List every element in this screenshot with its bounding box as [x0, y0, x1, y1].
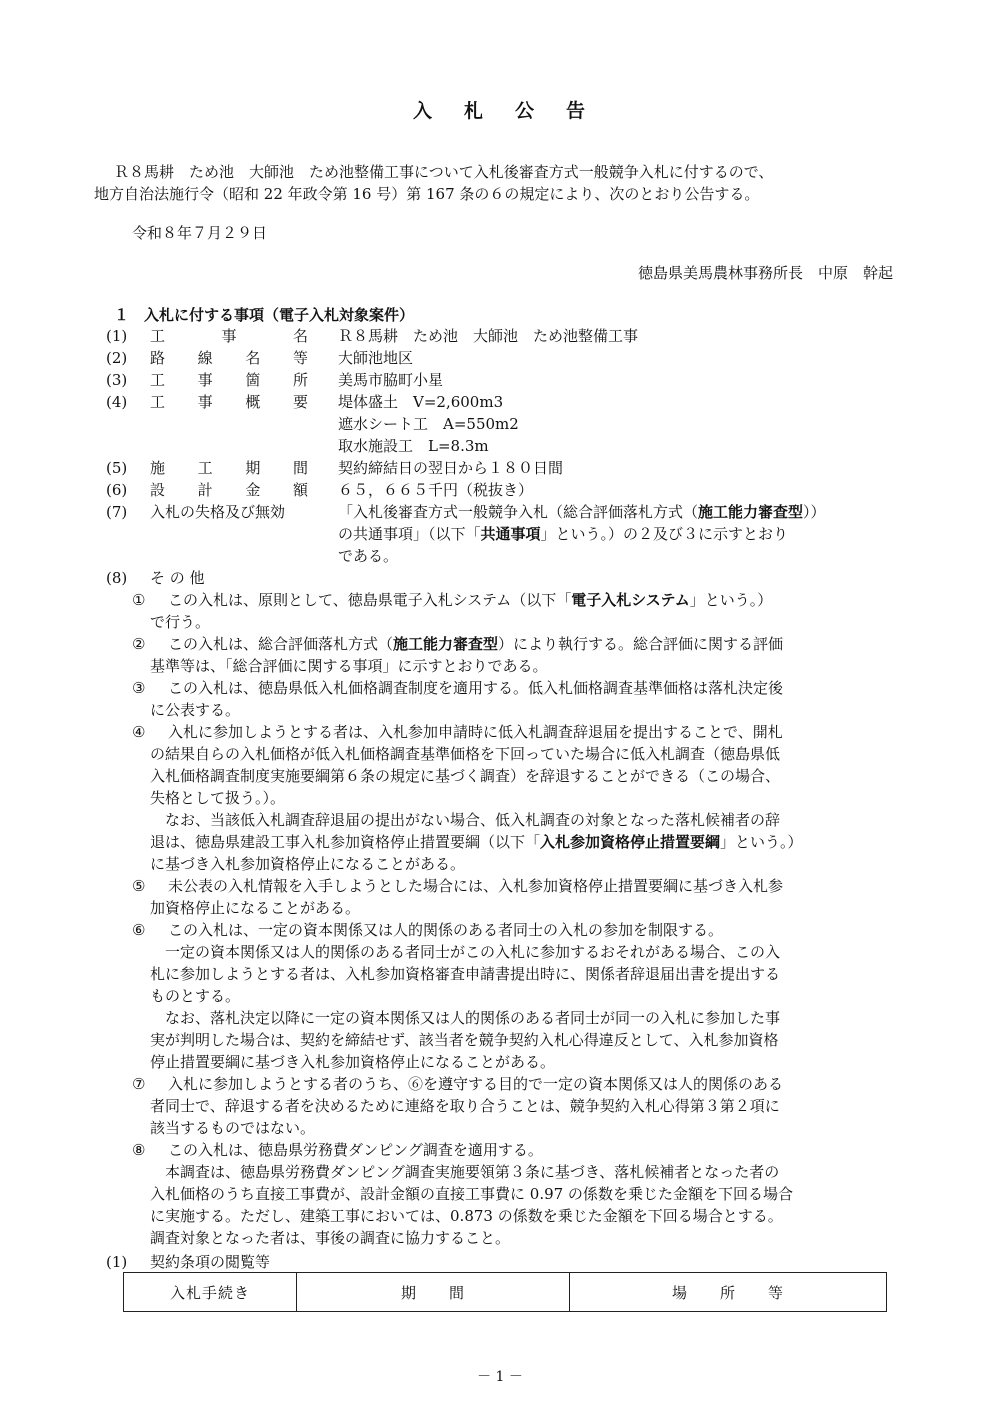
clause-text: 加資格停止になることがある。 [150, 899, 361, 917]
clause-mark: ③ [132, 679, 146, 697]
item-value: 堤体盛土 V=2,600m3 [338, 393, 504, 411]
clause-text: なお、落札決定以降に一定の資本関係又は人的関係のある者同士が同一の入札に参加した事 [150, 1009, 781, 1027]
item-label: 施 工 期 間 [150, 459, 308, 477]
clause-text: この入札は、徳島県労務費ダンピング調査を適用する。 [168, 1141, 543, 1159]
clause-text: に基づき入札参加資格停止になることがある。 [150, 855, 466, 873]
overview-line: 取水施設工 L=8.3m [338, 437, 489, 455]
procedure-table [123, 1272, 887, 1312]
announcement-date: 令和８年７月２９日 [132, 224, 268, 242]
item-value: ６５，６６５千円（税抜き） [338, 481, 534, 499]
clause-text: 該当するものではない。 [150, 1119, 316, 1137]
item-label: 工 事 箇 所 [150, 371, 308, 389]
subsection-label: 契約条項の閲覧等 [150, 1253, 271, 1271]
clause-text: 調査対象となった者は、事後の調査に協力すること。 [150, 1229, 511, 1247]
item-value: 契約締結日の翌日から１８０日間 [338, 459, 564, 477]
clause-text: 本調査は、徳島県労務費ダンピング調査実施要領第３条に基づき、落札候補者となった者の [150, 1163, 780, 1181]
item-value: 「入札後審査方式一般競争入札（総合評価落札方式（施工能力審査型）） [338, 503, 826, 521]
clause-mark: ⑥ [132, 921, 146, 939]
clause-text: 失格として扱う。）。 [150, 789, 286, 807]
item-label: 工 事 名 [150, 327, 308, 345]
clause-text: 停止措置要綱に基づき入札参加資格停止になることがある。 [150, 1053, 556, 1071]
item-number: (1) [106, 327, 128, 345]
clause-mark: ⑦ [132, 1075, 146, 1093]
clause-text: 入札価格のうち直接工事費が、設計金額の直接工事費に 0.97 の係数を乗じた金額を下回る場合 [150, 1185, 793, 1203]
table-header-cell: 場 所 等 [570, 1273, 887, 1312]
table-header-cell: 期 間 [297, 1273, 570, 1312]
clause-text: で行う。 [150, 613, 211, 631]
intro-line-2: 地方自治法施行令（昭和 22 年政令第 16 号）第 167 条の６の規定により、次のとおり公告する。 [94, 185, 760, 203]
clause-text: 入札に参加しようとする者は、入札参加申請時に低入札調査辞退届を提出することで、開札 [168, 723, 783, 741]
clause-mark: ② [132, 635, 146, 653]
clause-text: 一定の資本関係又は人的関係のある者同士がこの入札に参加するおそれがある場合、この入 [150, 943, 781, 961]
item-label: 工 事 概 要 [150, 393, 308, 411]
item-number: (8) [106, 569, 128, 587]
item7-line-2: の共通事項」（以下「共通事項」という。）の２及び３に示すとおり [338, 525, 789, 543]
title-char: 告 [566, 100, 588, 122]
item-number: (5) [106, 459, 128, 477]
item-value: Ｒ８馬耕 ため池 大師池 ため池整備工事 [338, 327, 639, 345]
item-number: (6) [106, 481, 128, 499]
title-char: 入 [412, 100, 434, 122]
clause-text: 退は、徳島県建設工事入札参加資格停止措置要綱（以下「入札参加資格停止措置要綱」という。） [150, 833, 803, 851]
clause-mark: ⑧ [132, 1141, 146, 1159]
item-number: (7) [106, 503, 128, 521]
item-label: 路 線 名 等 [150, 349, 308, 367]
item-number: (3) [106, 371, 128, 389]
section-1-heading: １ 入札に付する事項（電子入札対象案件） [114, 306, 415, 324]
clause-text: 札に参加しようとする者は、入札参加資格審査申請書提出時に、関係者辞退届出書を提出する [150, 965, 781, 983]
clause-text: 者同士で、辞退する者を決めるために連絡を取り合うことは、競争契約入札心得第３第２項に [150, 1097, 780, 1115]
clause-text: この入札は、一定の資本関係又は人的関係のある者同士の入札の参加を制限する。 [168, 921, 724, 939]
clause-text: ものとする。 [150, 987, 241, 1005]
clause-text: 入札価格調査制度実施要綱第６条の規定に基づく調査）を辞退することができる（この場合、 [150, 767, 781, 785]
item-value: 美馬市脇町小星 [338, 371, 444, 389]
item-label: 設 計 金 額 [150, 481, 308, 499]
item-label: そ の 他 [150, 569, 205, 587]
item7-line-3: である。 [338, 547, 399, 565]
overview-line: 遮水シート工 A=550m2 [338, 415, 519, 433]
clause-text: この入札は、総合評価落札方式（施工能力審査型）により執行する。総合評価に関する評価 [168, 635, 784, 653]
clause-text: の結果自らの入札価格が低入札価格調査基準価格を下回っていた場合に低入札調査（徳島県低 [150, 745, 781, 763]
clause-mark: ⑤ [132, 877, 146, 895]
intro-line-1: Ｒ８馬耕 ため池 大師池 ため池整備工事について入札後審査方式一般競争入札に付するので、 [114, 163, 774, 181]
subsection-number: (1) [106, 1253, 128, 1271]
clause-text: 実が判明した場合は、契約を締結せず、該当者を競争契約入札心得違反として、入札参加資格 [150, 1031, 779, 1049]
clause-text: 未公表の入札情報を入手しようとした場合には、入札参加資格停止措置要綱に基づき入札参 [168, 877, 784, 895]
item-label: 入札の失格及び無効 [150, 503, 286, 521]
clause-text: なお、当該低入札調査辞退届の提出がない場合、低入札調査の対象となった落札候補者の辞 [150, 811, 781, 829]
title-char: 公 [515, 100, 537, 122]
clause-text: 基準等は、「総合評価に関する事項」に示すとおりである。 [150, 657, 548, 675]
clause-text: この入札は、原則として、徳島県電子入札システム（以下「電子入札システム」という。） [168, 591, 773, 609]
clause-mark: ④ [132, 723, 146, 741]
page-title [0, 96, 1000, 123]
clause-text: に実施する。ただし、建築工事においては、0.873 の係数を乗じた金額を下回る場合とする。 [150, 1207, 783, 1225]
clause-mark: ① [132, 591, 146, 609]
item-number: (2) [106, 349, 128, 367]
clause-text: 入札に参加しようとする者のうち、⑥を遵守する目的で一定の資本関係又は人的関係のある [168, 1075, 784, 1093]
issuer-name: 徳島県美馬農林事務所長 中原 幹起 [637, 264, 893, 282]
title-char: 札 [463, 100, 485, 122]
item-number: (4) [106, 393, 128, 411]
table-header-cell: 入札手続き [124, 1273, 297, 1312]
clause-text: この入札は、徳島県低入札価格調査制度を適用する。低入札価格調査基準価格は落札決定後 [168, 679, 784, 697]
item-value: 大師池地区 [338, 349, 414, 367]
clause-text: に公表する。 [150, 701, 241, 719]
table-header-row [124, 1273, 887, 1312]
page-number: － 1 － [477, 1369, 523, 1385]
